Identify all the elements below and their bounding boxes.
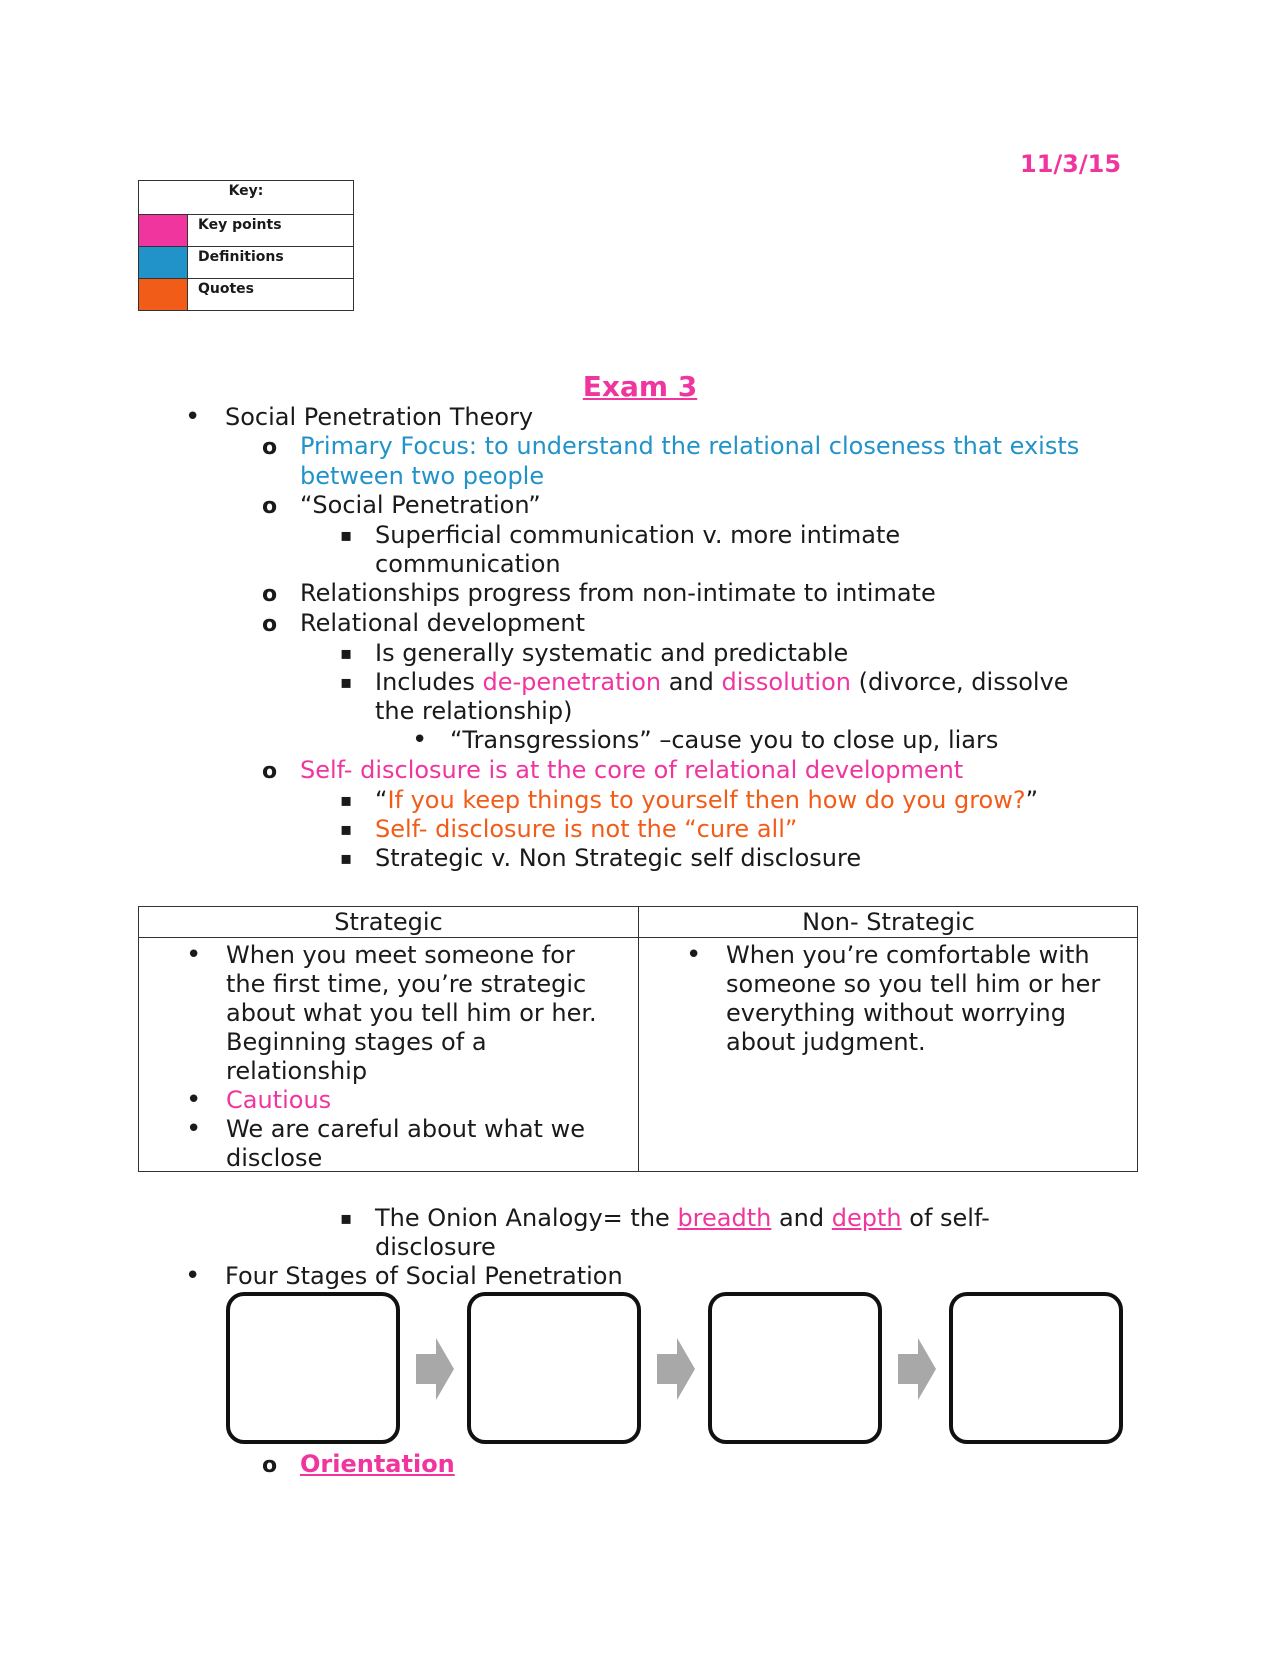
breadth-term: breadth	[677, 1204, 772, 1232]
the-relationship: the relationship)	[375, 697, 573, 725]
onion-and: and	[771, 1204, 832, 1232]
bullet-dot: •	[185, 1261, 201, 1291]
orientation-heading: Orientation	[300, 1450, 455, 1478]
non-strategic-text-line2: someone so you tell him or her	[726, 970, 1101, 998]
primary-focus-line1: Primary Focus: to understand the relational closeness that exists	[300, 432, 1080, 460]
bullet-square: ▪	[340, 643, 353, 664]
bullet-square: ▪	[340, 790, 353, 811]
strategic-text-line5: relationship	[226, 1057, 368, 1085]
key-swatch-orange	[139, 279, 188, 311]
de-penetration-term: de-penetration	[482, 668, 662, 696]
and-text: and	[661, 668, 722, 696]
bullet-dot: •	[186, 940, 202, 970]
bullet-square: ▪	[340, 672, 353, 693]
onion-prefix: The Onion Analogy= the	[375, 1204, 678, 1232]
bullet-square: ▪	[340, 1208, 353, 1229]
bullet-o: o	[262, 494, 278, 519]
arrow-right-icon	[416, 1338, 454, 1400]
superficial-line1: Superficial communication v. more intimate	[375, 521, 901, 549]
onion-analogy-line	[375, 1204, 990, 1233]
non-strategic-text-line1: When you’re comfortable with	[726, 941, 1090, 969]
table-header-rule	[139, 937, 1137, 938]
social-penetration-theory: Social Penetration Theory	[225, 403, 534, 431]
bullet-dot: •	[412, 725, 428, 755]
bullet-square: ▪	[340, 819, 353, 840]
bullet-o: o	[262, 435, 278, 460]
strategic-text-line2: the first time, you’re strategic	[226, 970, 587, 998]
bullet-o: o	[262, 582, 278, 607]
key-label-quotes: Quotes	[188, 279, 354, 311]
depth-term: depth	[831, 1204, 902, 1232]
bullet-dot: •	[186, 1114, 202, 1144]
key-label-key-points: Key points	[188, 215, 354, 247]
bullet-o: o	[262, 1453, 278, 1478]
strategy-table	[138, 906, 1138, 1172]
bullet-dot: •	[186, 1085, 202, 1115]
bullet-dot: •	[185, 402, 201, 432]
keep-things-line	[375, 786, 1038, 815]
primary-focus-line2: between two people	[300, 462, 545, 490]
strategic-text-line3: about what you tell him or her.	[226, 999, 597, 1027]
bullet-square: ▪	[340, 848, 353, 869]
superficial-line2: communication	[375, 550, 561, 578]
strategic-text-line4: Beginning stages of a	[226, 1028, 487, 1056]
transgressions: “Transgressions” –cause you to close up, liars	[450, 726, 999, 754]
stage-box-2	[467, 1292, 641, 1444]
key-label-definitions: Definitions	[188, 247, 354, 279]
key-swatch-pink	[139, 215, 188, 247]
key-swatch-blue	[139, 247, 188, 279]
stage-box-1	[226, 1292, 400, 1444]
bullet-dot: •	[686, 940, 702, 970]
four-stages-heading: Four Stages of Social Penetration	[225, 1262, 623, 1290]
includes-suffix: (divorce, dissolve	[850, 668, 1069, 696]
systematic: Is generally systematic and predictable	[375, 639, 849, 667]
strategic-text-line1: When you meet someone for	[226, 941, 575, 969]
includes-line	[375, 668, 1069, 697]
cautious-term: Cautious	[226, 1086, 332, 1114]
bullet-square: ▪	[340, 525, 353, 546]
careful-line2: disclose	[226, 1144, 323, 1172]
strategic-header: Strategic	[334, 908, 443, 936]
includes-prefix: Includes	[375, 668, 483, 696]
arrow-right-icon	[657, 1338, 695, 1400]
strategic-v-non-strategic: Strategic v. Non Strategic self disclosure	[375, 844, 862, 872]
quote-close: ”	[1025, 786, 1039, 814]
onion-line2: disclosure	[375, 1233, 496, 1261]
bullet-o: o	[262, 612, 278, 637]
quote-open: “	[375, 786, 388, 814]
not-cure-all: Self- disclosure is not the “cure all”	[375, 815, 798, 843]
careful-line1: We are careful about what we	[226, 1115, 585, 1143]
self-disclosure-core: Self- disclosure is at the core of relational development	[300, 756, 964, 784]
page-title: Exam 3	[582, 370, 698, 403]
non-strategic-header: Non- Strategic	[802, 908, 975, 936]
date: 11/3/15	[1020, 150, 1122, 178]
relationships-progress: Relationships progress from non-intimate to intimate	[300, 579, 936, 607]
relational-development: Relational development	[300, 609, 586, 637]
arrow-right-icon	[898, 1338, 936, 1400]
social-penetration-quote: “Social Penetration”	[300, 491, 541, 519]
stage-box-3	[708, 1292, 882, 1444]
non-strategic-text-line4: about judgment.	[726, 1028, 926, 1056]
bullet-o: o	[262, 759, 278, 784]
keep-things-quote: If you keep things to yourself then how do you grow?	[387, 786, 1026, 814]
stage-box-4	[949, 1292, 1123, 1444]
non-strategic-text-line3: everything without worrying	[726, 999, 1066, 1027]
dissolution-term: dissolution	[721, 668, 851, 696]
key-title: Key:	[139, 181, 354, 215]
onion-suffix: of self-	[901, 1204, 990, 1232]
key-table	[138, 180, 354, 311]
table-divider	[638, 907, 639, 1171]
